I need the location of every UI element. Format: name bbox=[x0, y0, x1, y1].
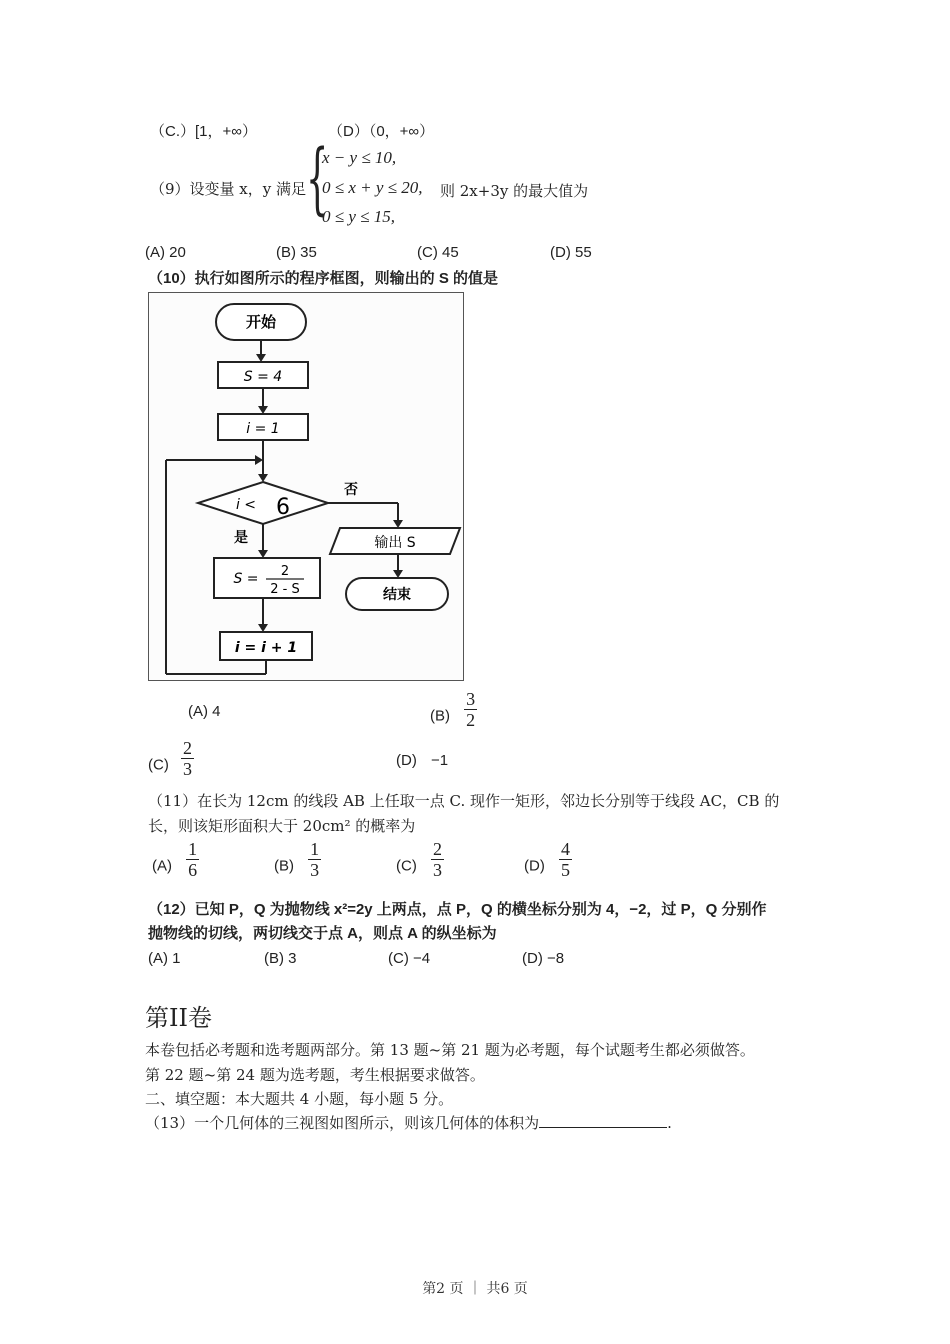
q12-option-c: (C) −4 bbox=[388, 950, 431, 967]
q11-numerator: 1 bbox=[310, 839, 320, 859]
q11-numerator: 4 bbox=[561, 839, 570, 859]
flow-no-label: 否 bbox=[344, 482, 358, 498]
q11-option bbox=[274, 839, 321, 880]
q9-constraint-2: 0 ≤ x + y ≤ 20, bbox=[322, 178, 423, 197]
q8-option-c: （C.）[1，+∞） bbox=[150, 123, 257, 140]
q10-option-b-label: (B) bbox=[430, 707, 450, 725]
q11-option bbox=[396, 839, 444, 880]
q10-c-numerator: 2 bbox=[183, 738, 192, 758]
q11-numerator: 2 bbox=[433, 839, 442, 859]
q13-stem: （13）一个几何体的三视图如图所示，则该几何体的体积为 bbox=[145, 1114, 540, 1132]
flow-assign-den: 2 - S bbox=[270, 582, 300, 597]
q10-stem: （10）执行如图所示的程序框图，则输出的 S 的值是 bbox=[148, 270, 499, 287]
q10-option-c-fraction bbox=[181, 738, 194, 779]
q11-option-label: (B) bbox=[274, 857, 294, 875]
q10-c-denominator: 3 bbox=[183, 759, 192, 779]
page-footer: 第2 页 ｜ 共6 页 bbox=[422, 1281, 528, 1297]
q9-stem: （9）设变量 x，y 满足 bbox=[150, 180, 307, 198]
q10-option-d bbox=[396, 752, 448, 769]
q12-line-1: （12）已知 P，Q 为抛物线 x²=2y 上两点，点 P，Q 的横坐标分别为 4，−2，过 P，Q 分别作 bbox=[148, 901, 767, 918]
flow-start-text: 开始 bbox=[245, 313, 277, 331]
q12-option-d: (D) −8 bbox=[522, 950, 565, 967]
q11-option bbox=[152, 839, 199, 880]
q10-b-denominator: 2 bbox=[466, 710, 476, 730]
flow-assign bbox=[214, 558, 320, 598]
flow-s-init-text: S = 4 bbox=[243, 369, 283, 385]
q10-option-d-value: −1 bbox=[431, 752, 449, 769]
q9-constraint-1: x − y ≤ 10, bbox=[322, 148, 397, 167]
q9-option-a: (A) 20 bbox=[145, 244, 186, 261]
q8-option-d: （D）（0，+∞） bbox=[328, 123, 435, 140]
q9-option-d: (D) 55 bbox=[550, 244, 592, 261]
q13-answer-blank bbox=[539, 1111, 667, 1128]
flowchart-frame bbox=[149, 293, 464, 681]
q11-denominator: 5 bbox=[561, 860, 570, 880]
q11-option-fraction bbox=[431, 839, 444, 880]
q10-b-numerator: 3 bbox=[466, 689, 476, 709]
q11-option bbox=[524, 839, 572, 880]
q11-option-label: (A) bbox=[152, 857, 172, 875]
q10-option-a: (A) 4 bbox=[188, 703, 221, 720]
q11-denominator: 6 bbox=[188, 860, 198, 880]
section-paragraph-1: 本卷包括必考题和选考题两部分。第 13 题~第 21 题为必考题，每个试题考生都必须做答。 bbox=[145, 1041, 755, 1059]
q11-option-fraction bbox=[186, 839, 199, 880]
flow-cond-number: 6 bbox=[276, 495, 290, 520]
section-paragraph-2: 第 22 题~第 24 题为选考题，考生根据要求做答。 bbox=[145, 1066, 485, 1084]
q12-option-a: (A) 1 bbox=[148, 950, 181, 967]
flow-i-init-text: i = 1 bbox=[246, 421, 280, 437]
q11-denominator: 3 bbox=[433, 860, 442, 880]
q9-brace: { bbox=[306, 134, 329, 224]
q11-line-1: （11）在长为 12cm 的线段 AB 上任取一点 C. 现作一矩形，邻边长分别等于线段 AC，CB 的 bbox=[148, 792, 780, 810]
q9-option-c: (C) 45 bbox=[417, 244, 459, 261]
q10-option-c bbox=[148, 738, 194, 779]
q10-option-d-label: (D) bbox=[396, 752, 417, 769]
flow-assign-lhs: S = bbox=[233, 571, 259, 587]
q11-line-2: 长，则该矩形面积大于 20cm² 的概率为 bbox=[148, 817, 416, 835]
q12-line-2: 抛物线的切线，两切线交于点 A，则点 A 的纵坐标为 bbox=[148, 925, 497, 942]
flow-output-text: 输出 S bbox=[374, 535, 416, 551]
flow-end-text: 结束 bbox=[383, 587, 411, 603]
q9-constraint-3: 0 ≤ y ≤ 15, bbox=[322, 207, 395, 226]
q11-option-label: (D) bbox=[524, 857, 545, 875]
q11-option-fraction bbox=[308, 839, 321, 880]
flow-yes-label: 是 bbox=[234, 530, 248, 546]
q13-period: . bbox=[667, 1114, 672, 1132]
q9-tail: 则 2x+3y 的最大值为 bbox=[440, 182, 589, 200]
q11-option-fraction bbox=[559, 839, 572, 880]
q10-option-b-fraction bbox=[464, 689, 477, 730]
flowchart bbox=[148, 292, 468, 682]
q10-option-b bbox=[430, 689, 477, 730]
q11-numerator: 1 bbox=[188, 839, 198, 859]
q11-denominator: 3 bbox=[310, 860, 320, 880]
flow-increment-text: i = i + 1 bbox=[234, 640, 298, 656]
q9-option-b: (B) 35 bbox=[276, 244, 317, 261]
q13-line bbox=[145, 1110, 672, 1137]
q11-option-label: (C) bbox=[396, 857, 417, 875]
section-title: 第II卷 bbox=[145, 1004, 212, 1032]
q10-option-c-label: (C) bbox=[148, 756, 169, 774]
flow-assign-num: 2 bbox=[280, 564, 290, 579]
q12-option-b: (B) 3 bbox=[264, 950, 297, 967]
section-paragraph-3: 二、填空题：本大题共 4 小题，每小题 5 分。 bbox=[145, 1090, 454, 1108]
flow-cond-prefix: i < bbox=[235, 497, 257, 513]
